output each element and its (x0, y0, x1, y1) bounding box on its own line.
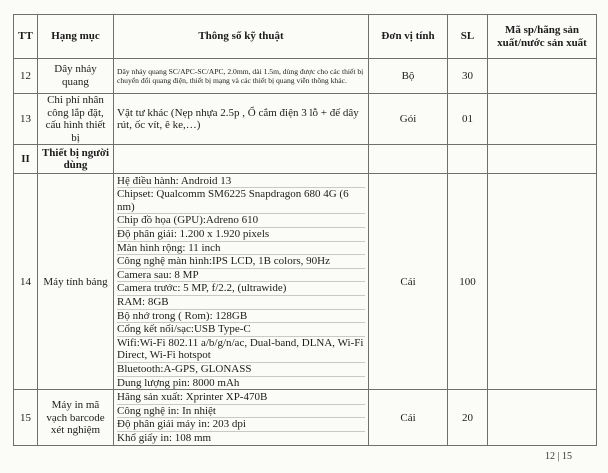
spec-line: Màn hình rộng: 11 inch (117, 242, 365, 256)
table-row (14, 390, 597, 446)
row-tt: 14 (14, 174, 38, 390)
row-code (488, 59, 597, 94)
row-spec-list (114, 390, 369, 446)
header-spec: Thông số kỹ thuật (114, 15, 369, 59)
row-code (488, 174, 597, 390)
spec-line: Hệ điều hành: Android 13 (117, 175, 365, 189)
row-item: Dây nhảy quang (38, 59, 114, 94)
header-item: Hạng mục (38, 15, 114, 59)
row-item: Máy in mã vạch barcode xét nghiệm (38, 390, 114, 446)
spec-line: Chipset: Qualcomm SM6225 Snapdragon 680 4G (6 nm) (117, 188, 365, 214)
row-unit: Cái (369, 390, 448, 446)
section-title: Thiết bị người dùng (38, 145, 114, 174)
row-qty: 30 (448, 59, 488, 94)
row-item: Máy tính bảng (38, 174, 114, 390)
row-tt: 13 (14, 94, 38, 145)
row-unit: Cái (369, 174, 448, 390)
spec-line: Wifi:Wi-Fi 802.11 a/b/g/n/ac, Dual-band, DLNA, Wi-Fi Direct, Wi-Fi hotspot (117, 336, 364, 362)
row-qty: 100 (448, 174, 488, 390)
spec-line: Độ phân giải: 1.200 x 1.920 pixels (117, 228, 365, 242)
row-qty: 20 (448, 390, 488, 446)
spec-line: Bộ nhớ trong ( Rom): 128GB (117, 310, 365, 324)
table-header-row (14, 15, 597, 59)
spec-line: Bluetooth:A-GPS, GLONASS (117, 363, 365, 377)
row-spec: Vật tư khác (Nẹp nhựa 2.5p , Ổ cắm điện 3 lỗ + đế dây rút, ốc vít, ê ke,…) (114, 94, 369, 145)
table-row (14, 174, 597, 390)
row-tt: 12 (14, 59, 38, 94)
row-unit: Gói (369, 94, 448, 145)
spec-line: Khổ giấy in: 108 mm (117, 431, 212, 444)
row-spec-list (114, 174, 369, 390)
header-unit: Đơn vị tính (369, 15, 448, 59)
spec-line: Hãng sản xuất: Xprinter XP-470B (117, 391, 365, 405)
spec-line: RAM: 8GB (117, 296, 365, 310)
section-row (14, 145, 597, 174)
row-code (488, 94, 597, 145)
table-row (14, 59, 597, 94)
spec-line: Dung lượng pin: 8000 mAh (117, 376, 240, 389)
spec-line: Camera sau: 8 MP (117, 269, 365, 283)
spec-line: Công nghệ in: In nhiệt (117, 405, 365, 419)
row-item: Chi phí nhân công lắp đặt, cấu hình thiết bị (38, 94, 114, 145)
header-qty: SL (448, 15, 488, 59)
row-code (488, 390, 597, 446)
spec-line: Chip đồ họa (GPU):Adreno 610 (117, 214, 365, 228)
header-tt: TT (14, 15, 38, 59)
page-number: 12 | 15 (544, 451, 572, 462)
header-code: Mã sp/hãng sản xuất/nước sản xuất (488, 15, 597, 59)
section-tt: II (14, 145, 38, 174)
table-row (14, 94, 597, 145)
row-spec: Dây nhảy quang SC/APC-SC/APC, 2.0mm, dài 1.5m, dùng được cho các thiết bị chuyển đổi quang điện, thiết bị mạng và các thiết bị quang viễn thông khác. (114, 59, 369, 94)
row-tt: 15 (14, 390, 38, 446)
spec-line: Công nghệ màn hình:IPS LCD, 1B colors, 90Hz (117, 255, 365, 269)
row-unit: Bộ (369, 59, 448, 94)
spec-line: Cổng kết nối/sạc:USB Type-C (117, 323, 365, 337)
row-qty: 01 (448, 94, 488, 145)
equipment-spec-table (13, 14, 597, 446)
spec-line: Độ phân giải máy in: 203 dpi (117, 418, 365, 432)
spec-line: Camera trước: 5 MP, f/2.2, (ultrawide) (117, 282, 365, 296)
